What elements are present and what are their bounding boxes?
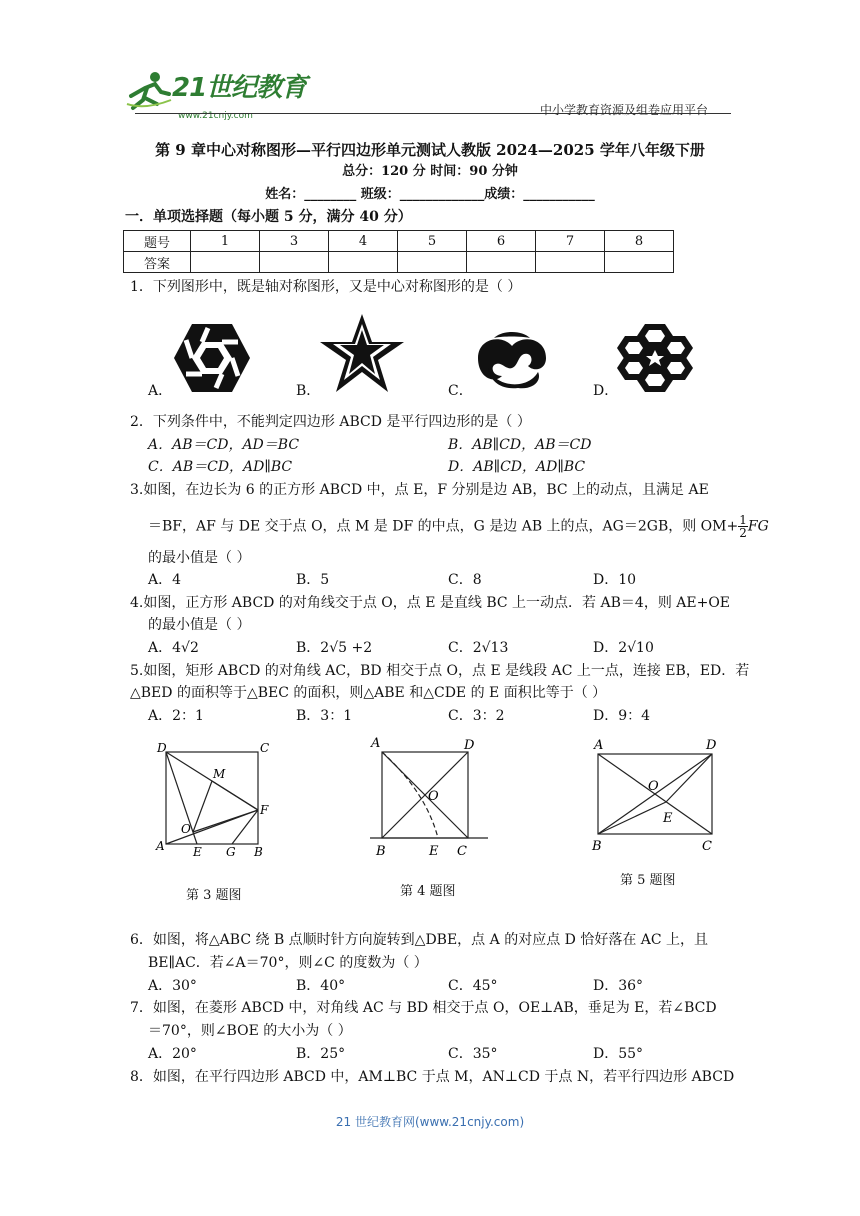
q5-option-d[interactable]: D．9：4 bbox=[593, 708, 651, 724]
answer-table bbox=[123, 230, 674, 273]
q2-option-b[interactable]: B．AB∥CD，AB＝CD bbox=[448, 437, 592, 453]
fraction-denominator: 2 bbox=[739, 526, 747, 540]
hexagon-pinwheel-icon bbox=[172, 322, 252, 394]
q3-line-2 bbox=[148, 514, 769, 539]
q5-option-b[interactable]: B．3：1 bbox=[296, 708, 353, 724]
label-C: C bbox=[457, 844, 467, 859]
logo-runner-icon bbox=[125, 70, 173, 112]
figure-3-caption: 第 3 题图 bbox=[186, 888, 242, 903]
q6-option-c[interactable]: C．45° bbox=[448, 978, 498, 994]
q7-option-d[interactable]: D．55° bbox=[593, 1046, 644, 1062]
q7-line-2: ＝70°，则∠BOE 的大小为（ ） bbox=[148, 1023, 352, 1039]
q4-option-d[interactable]: D．2√10 bbox=[593, 640, 654, 656]
figure-4-caption: 第 4 题图 bbox=[400, 884, 456, 899]
q6-option-a[interactable]: A．30° bbox=[148, 978, 197, 994]
score-time: 总分：120 分 时间：90 分钟 bbox=[342, 164, 518, 179]
q3-option-a[interactable]: A．4 bbox=[148, 572, 182, 588]
table-cell: 4 bbox=[329, 231, 398, 252]
platform-name: 中小学教育资源及组卷应用平台 bbox=[540, 103, 709, 117]
figure-5 bbox=[588, 734, 728, 854]
table-cell: 1 bbox=[191, 231, 260, 252]
label-A: A bbox=[594, 738, 604, 753]
fraction-numerator: 1 bbox=[739, 513, 747, 527]
answer-cell[interactable] bbox=[191, 252, 260, 273]
q3-line-2-text: ＝BF，AF 与 DE 交于点 O，点 M 是 DF 的中点，G 是边 AB 上的点，AG＝2GB，则 OM+ bbox=[148, 518, 739, 535]
q3-option-d[interactable]: D．10 bbox=[593, 572, 637, 588]
q3-option-c[interactable]: C．8 bbox=[448, 572, 482, 588]
q3-line-1: 3.如图，在边长为 6 的正方形 ABCD 中，点 E，F 分别是边 AB，BC 上的动点，且满足 AE bbox=[130, 482, 709, 498]
label-O: O bbox=[428, 789, 439, 804]
label-A: A bbox=[371, 736, 381, 751]
table-row bbox=[124, 231, 674, 252]
q1-option-b[interactable]: B． bbox=[296, 383, 321, 399]
q5-option-c[interactable]: C．3：2 bbox=[448, 708, 505, 724]
q2-option-d[interactable]: D．AB∥CD，AD∥BC bbox=[448, 459, 586, 475]
answer-cell[interactable] bbox=[329, 252, 398, 273]
q3-line-2-end: FG bbox=[747, 518, 769, 535]
label-E: E bbox=[193, 845, 202, 859]
q7-option-c[interactable]: C．35° bbox=[448, 1046, 498, 1062]
q1-option-d[interactable]: D． bbox=[593, 383, 619, 399]
table-cell: 8 bbox=[605, 231, 674, 252]
q5-line-2: △BED 的面积等于△BEC 的面积，则△ABE 和△CDE 的 E 面积比等于（ ） bbox=[130, 685, 607, 701]
q4-option-c[interactable]: C．2√13 bbox=[448, 640, 509, 656]
label-B: B bbox=[592, 839, 602, 854]
label-D: D bbox=[464, 738, 475, 753]
q2-stem: 2．下列条件中，不能判定四边形 ABCD 是平行四边形的是（ ） bbox=[130, 414, 531, 430]
q7-option-b[interactable]: B．25° bbox=[296, 1046, 346, 1062]
q3-line-3: 的最小值是（ ） bbox=[148, 550, 251, 566]
swirl-cloud-icon bbox=[472, 328, 552, 392]
table-row bbox=[124, 252, 674, 273]
q4-option-b[interactable]: B．2√5 +2 bbox=[296, 640, 373, 656]
hexagon-star-cluster-icon bbox=[617, 324, 693, 392]
q3-option-b[interactable]: B．5 bbox=[296, 572, 330, 588]
label-M: M bbox=[213, 767, 226, 781]
table-cell: 5 bbox=[398, 231, 467, 252]
section-heading: 一．单项选择题（每小题 5 分，满分 40 分） bbox=[125, 209, 412, 225]
figure-4 bbox=[360, 732, 495, 860]
label-B: B bbox=[254, 845, 263, 859]
q8-line-1: 8．如图，在平行四边形 ABCD 中，AM⊥BC 于点 M，AN⊥CD 于点 N，若平行四边形 ABCD bbox=[130, 1069, 735, 1085]
header-divider bbox=[135, 113, 731, 114]
q1-option-a[interactable]: A． bbox=[148, 383, 173, 399]
q1-option-c[interactable]: C． bbox=[448, 383, 473, 399]
answer-cell[interactable] bbox=[260, 252, 329, 273]
label-O: O bbox=[648, 779, 659, 794]
label-G: G bbox=[226, 845, 236, 859]
exam-title: 第 9 章中心对称图形—平行四边形单元测试人教版 2024—2025 学年八年级下册 bbox=[155, 141, 705, 159]
label-O: O bbox=[181, 822, 191, 836]
q1-stem: 1．下列图形中，既是轴对称图形，又是中心对称图形的是（ ） bbox=[130, 279, 522, 295]
answer-cell[interactable] bbox=[605, 252, 674, 273]
table-cell: 题号 bbox=[124, 231, 191, 252]
logo-text: 21世纪教育 bbox=[172, 73, 307, 103]
label-C: C bbox=[260, 741, 270, 755]
logo-url: www.21cnjy.com bbox=[178, 111, 253, 121]
star-icon bbox=[318, 312, 406, 394]
footer-text: 21 世纪教育网(www.21cnjy.com) bbox=[335, 1115, 525, 1129]
student-info-line: 姓名：________ 班级：_____________成绩：___________ bbox=[265, 187, 595, 202]
answer-cell[interactable] bbox=[467, 252, 536, 273]
answer-cell[interactable] bbox=[536, 252, 605, 273]
figure-5-caption: 第 5 题图 bbox=[620, 873, 676, 888]
table-cell: 3 bbox=[260, 231, 329, 252]
label-E: E bbox=[429, 844, 439, 859]
q6-option-b[interactable]: B．40° bbox=[296, 978, 346, 994]
q4-line-1: 4.如图，正方形 ABCD 的对角线交于点 O，点 E 是直线 BC 上一动点．若 AB＝4，则 AE+OE bbox=[130, 595, 731, 611]
label-B: B bbox=[376, 844, 386, 859]
label-F: F bbox=[260, 803, 269, 817]
q4-line-2: 的最小值是（ ） bbox=[148, 617, 251, 633]
q6-line-1: 6．如图，将△ABC 绕 B 点顺时针方向旋转到△DBE，点 A 的对应点 D 恰好落在 AC 上，且 bbox=[130, 932, 709, 948]
q5-line-1: 5.如图，矩形 ABCD 的对角线 AC，BD 相交于点 O，点 E 是线段 AC 上一点，连接 EB，ED．若 bbox=[130, 663, 750, 679]
table-cell: 7 bbox=[536, 231, 605, 252]
label-D: D bbox=[706, 738, 717, 753]
half-fraction bbox=[738, 514, 748, 539]
label-C: C bbox=[702, 839, 712, 854]
q2-option-a[interactable]: A．AB＝CD，AD＝BC bbox=[148, 437, 300, 453]
label-D: D bbox=[157, 741, 167, 755]
q7-option-a[interactable]: A．20° bbox=[148, 1046, 197, 1062]
q7-line-1: 7．如图，在菱形 ABCD 中，对角线 AC 与 BD 相交于点 O，OE⊥AB，垂足为 E，若∠BCD bbox=[130, 1000, 717, 1016]
q6-line-2: BE∥AC．若∠A＝70°，则∠C 的度数为（ ） bbox=[148, 955, 428, 971]
label-E: E bbox=[663, 811, 673, 826]
table-cell: 6 bbox=[467, 231, 536, 252]
q6-option-d[interactable]: D．36° bbox=[593, 978, 644, 994]
q2-option-c[interactable]: C．AB＝CD，AD∥BC bbox=[148, 459, 293, 475]
label-A: A bbox=[156, 839, 165, 853]
q5-option-a[interactable]: A．2：1 bbox=[148, 708, 204, 724]
answer-cell[interactable] bbox=[398, 252, 467, 273]
q4-option-a[interactable]: A．4√2 bbox=[148, 640, 199, 656]
table-cell: 答案 bbox=[124, 252, 191, 273]
figure-3 bbox=[150, 740, 280, 862]
